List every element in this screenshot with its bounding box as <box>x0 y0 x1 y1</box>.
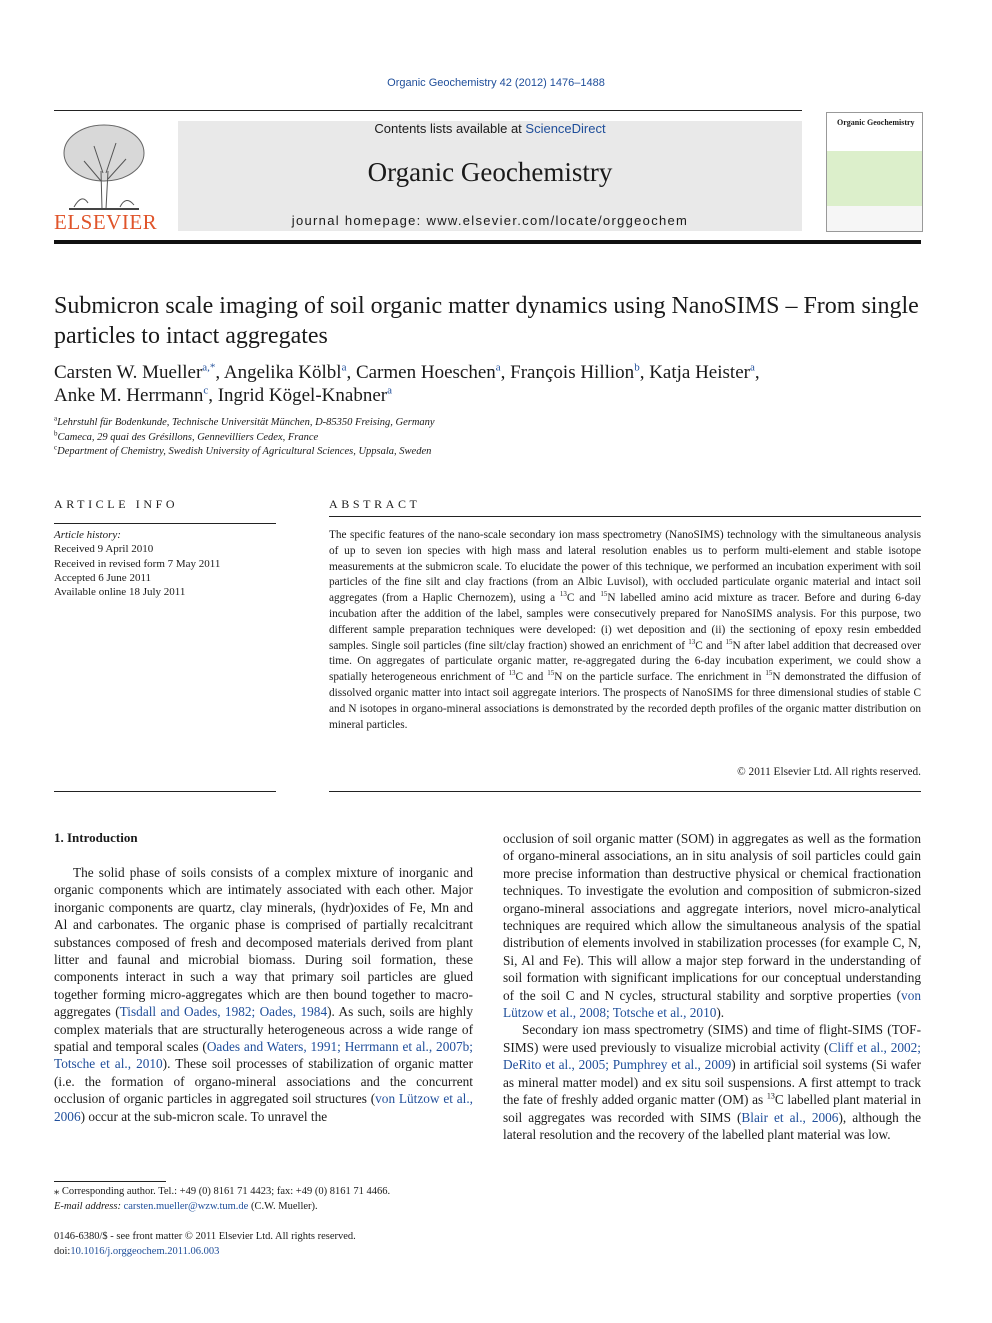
journal-citation[interactable]: Organic Geochemistry 42 (2012) 1476–1488 <box>387 77 605 89</box>
author-sep: , <box>346 362 356 383</box>
footnote-rule <box>54 1181 166 1182</box>
text-run: ). <box>716 1005 725 1021</box>
reference-link[interactable]: von Lützow et al., 2006 <box>54 1091 473 1124</box>
author-affil-mark[interactable]: a <box>495 361 501 374</box>
history-item: Received 9 April 2010 <box>54 543 154 556</box>
author-name: Ingrid Kögel-Knabner <box>217 385 388 406</box>
affiliation-text: Cameca, 29 quai des Grésillons, Gennevilliers Cedex, France <box>57 431 319 443</box>
isotope-sup: 15 <box>600 590 608 599</box>
text-run: ), although the lateral resolution and the recovery of the labelled plant material was low. <box>503 1109 921 1142</box>
isotope-sup: 13 <box>766 1091 775 1101</box>
isotope-sup: 13 <box>559 590 567 599</box>
author-sep: , <box>639 362 650 383</box>
author-affil-mark[interactable]: b <box>634 361 640 374</box>
author-sep: , <box>500 362 511 383</box>
text-run: Secondary ion mass spectrometry (SIMS) and time of flight-SIMS (TOF-SIMS) were used previously to visualize microbial activity ( <box>503 1022 921 1055</box>
abstract-text <box>329 528 921 733</box>
reference-link[interactable]: Blair et al., 2006 <box>741 1109 839 1125</box>
abstract-rule-bottom <box>329 791 921 792</box>
article-title: Submicron scale imaging of soil organic matter dynamics using NanoSIMS – From single particles to intact aggregates <box>54 293 919 349</box>
abstract-part: The specific features of the nano-scale secondary ion mass spectrometry (NanoSIMS) technology with the simultaneous analysis of up to seven ion species with high mass and lateral resolution enables us to perform multi-element and stable isotope measurements at the submicron scale. To elucidate the power of this technique, we performed an incubation experiment with soil particles of the fine silt and clay fractions (from an Albic Luvisol), with occluded particulate organic material and intact soil aggregates (from a Haplic Chernozem), using a <box>329 529 921 605</box>
author-sep: , <box>754 362 760 383</box>
abstract-copyright: © 2011 Elsevier Ltd. All rights reserved. <box>737 766 921 778</box>
doi-label: doi: <box>54 1245 71 1257</box>
reference-link[interactable]: Cliff et al., 2002; DeRito et al., 2005; Pumphrey et al., 2009 <box>503 1039 921 1073</box>
history-item: Accepted 6 June 2011 <box>54 571 152 584</box>
affiliations <box>54 416 934 460</box>
journal-name: Organic Geochemistry <box>367 157 613 187</box>
text-run: ). These soil processes of stabilization of organic matter (i.e. the formation of organo-mineral associations and the concurrent occlusion of organic particles in aggregated soil structures ( <box>54 1056 473 1107</box>
article-info-rule-top <box>54 523 276 524</box>
isotope-sup: 15 <box>725 637 733 646</box>
body-column-left <box>54 864 473 1125</box>
cover-band <box>827 151 922 206</box>
homepage-prefix: journal homepage: <box>291 213 427 228</box>
abstract-part: N on the particle surface. The enrichment in <box>554 671 766 684</box>
author-affil-mark[interactable]: c <box>203 384 209 397</box>
page-footer <box>54 1230 484 1259</box>
text-run: C labelled plant material in soil aggregates was recorded with SIMS ( <box>503 1092 921 1125</box>
history-label: Article history: <box>54 529 121 541</box>
isotope-sup: 13 <box>688 637 696 646</box>
history-item: Available online 18 July 2011 <box>54 586 186 599</box>
header-thick-rule <box>54 240 921 244</box>
abstract-part: N demonstrated the diffusion of dissolved organic matter into intact soil aggregate interiors. The prospects of NanoSIMS for three dimensional studies of stable C and N isotopes in organo-mineral associations is demonstrated by the recorded depth profiles of the organic matter distribution on mineral particles. <box>329 671 921 731</box>
journal-homepage <box>178 213 802 228</box>
article-info-rule-bottom <box>54 791 276 792</box>
isotope-sup: 15 <box>547 669 555 678</box>
text-run: ) in artificial soil systems (Si wafer as mineral matter model) and ex situ soil suspensions. A first attempt to track the fate of freshly added organic matter (OM) as <box>503 1057 921 1108</box>
cover-title: Organic Geochemistry <box>837 118 915 127</box>
paragraph-continued <box>503 830 921 1021</box>
author-name: Carmen Hoeschen <box>355 362 496 383</box>
paragraph <box>503 1021 921 1143</box>
contents-line <box>178 121 802 136</box>
isotope-sup: 13 <box>508 669 516 678</box>
contents-prefix: Contents lists available at <box>374 121 526 136</box>
affiliation-mark: a <box>54 414 58 423</box>
history-item: Received in revised form 7 May 2011 <box>54 557 221 570</box>
author-affil-mark[interactable]: a,* <box>202 361 216 374</box>
section-heading: 1. Introduction <box>54 830 138 845</box>
author-name: François Hillion <box>510 362 635 383</box>
affiliation-text: Lehrstuhl für Bodenkunde, Technische Universität München, D-85350 Freising, Germany <box>57 417 435 428</box>
issn-line: 0146-6380/$ - see front matter © 2011 Elsevier Ltd. All rights reserved. <box>54 1231 356 1242</box>
publisher-wordmark: ELSEVIER <box>54 210 158 234</box>
author-sep: , <box>215 362 224 383</box>
affiliation <box>54 445 934 460</box>
abstract-part: N labelled amino acid mixture as tracer. Before and during 6-day incubation after the addition of the label, samples were consecutively prepared for NanoSIMS analysis. For this purpose, two different sample preparation techniques were developed: (i) wet deposition and (ii) the sectioning of epoxy resin embedded samples. Single soil particles (fine silt/clay fraction) showed an enrichment of <box>329 592 921 652</box>
author-name: Anke M. Herrmann <box>54 385 204 406</box>
abstract-rule-top <box>329 516 921 517</box>
corresponding-author: ⁎ Corresponding author. Tel.: +49 (0) 8161 71 4423; fax: +49 (0) 8161 71 4466. <box>54 1186 391 1197</box>
footnote <box>54 1185 484 1214</box>
article-history <box>54 528 276 599</box>
text-run: ). As such, soils are highly complex materials that are structurally heterogeneous across a wide range of spatial and temporal scales ( <box>54 1004 473 1055</box>
abstract-part: C and <box>695 639 726 652</box>
email-label: E-mail address: <box>54 1200 124 1212</box>
author-list <box>54 361 934 407</box>
author-affil-mark[interactable]: a <box>341 361 347 374</box>
abstract-heading: ABSTRACT <box>329 497 421 511</box>
email-link[interactable]: carsten.mueller@wzw.tum.de <box>123 1200 249 1212</box>
header-rule <box>54 110 802 111</box>
text-run: occlusion of soil organic matter (SOM) in aggregates as well as the formation of organo-mineral associations, an in situ analysis of soil particles could gain more precise information than destructive physical or chemical fractionation techniques. To investigate the evolution and composition of submicron-sized organo-mineral associations and aggregate interiors, novel micro-analytical techniques are required which allow the simultaneous analysis of the spatial distribution of elements involved in stabilization processes (for example C, N, Si, Al and Fe). This will allow a major step forward in the understanding of soil formation with significant implications for our conceptual understanding of the soil C and N cycles, structural stability and sorptive properties ( <box>503 831 921 1003</box>
author-name: Angelika Kölbl <box>223 362 342 383</box>
paragraph <box>54 864 473 1125</box>
journal-cover-thumbnail <box>826 112 923 232</box>
abstract-part: C and <box>566 592 601 605</box>
journal-banner <box>178 121 802 231</box>
text-run: The solid phase of soils consists of a complex mixture of inorganic and organic components which are intimately associated with each other. Major inorganic components are quartz, clay minerals, (hydr)oxides of Fe, Mn and Al and carbonates. The organic phase is comprised of partially recalcitrant substances composed of fresh and decomposed materials derived from plant litter and faunal and microbial biomass. During soil formation, these components interact in such a way that primary soil particles are glued together forming micro-aggregates which are then bound together to macro-aggregates ( <box>54 865 473 1020</box>
article-info-heading: ARTICLE INFO <box>54 497 179 511</box>
affiliation <box>54 416 934 431</box>
abstract-part: C and <box>515 671 548 684</box>
affiliation <box>54 431 934 446</box>
sciencedirect-link[interactable]: ScienceDirect <box>525 121 606 136</box>
doi-link[interactable]: 10.1016/j.orggeochem.2011.06.003 <box>70 1245 220 1257</box>
author-affil-mark[interactable]: a <box>387 384 392 397</box>
affiliation-mark: b <box>54 429 58 437</box>
text-run: ) occur at the sub-micron scale. To unravel the <box>80 1108 328 1124</box>
author-affil-mark[interactable]: a <box>749 361 755 374</box>
body-column-right <box>503 830 921 1143</box>
doi-line <box>54 1245 484 1260</box>
author-name: Katja Heister <box>649 362 750 383</box>
reference-link[interactable]: Tisdall and Oades, 1982; Oades, 1984 <box>119 1004 328 1020</box>
reference-link[interactable]: Oades and Waters, 1991; Herrmann et al., 2007b; Totsche et al., 2010 <box>54 1039 473 1072</box>
author-sep: , <box>208 385 218 406</box>
isotope-sup: 15 <box>765 669 773 678</box>
homepage-url[interactable]: www.elsevier.com/locate/orggeochem <box>426 213 689 228</box>
email-line <box>54 1200 484 1215</box>
affiliation-text: Department of Chemistry, Swedish University of Agricultural Sciences, Uppsala, Sweden <box>57 446 432 457</box>
email-suffix: (C.W. Mueller). <box>248 1200 318 1212</box>
author-name: Carsten W. Mueller <box>54 362 203 383</box>
abstract-part: N after label addition that decreased over time. On aggregates of particulate organic matter, re-aggregated during the 6-day incubation experiment, we could show a spatially heterogeneous enrichment of <box>329 639 922 684</box>
affiliation-mark: c <box>54 443 58 452</box>
reference-link[interactable]: von Lützow et al., 2008; Totsche et al., 2010 <box>503 987 921 1021</box>
